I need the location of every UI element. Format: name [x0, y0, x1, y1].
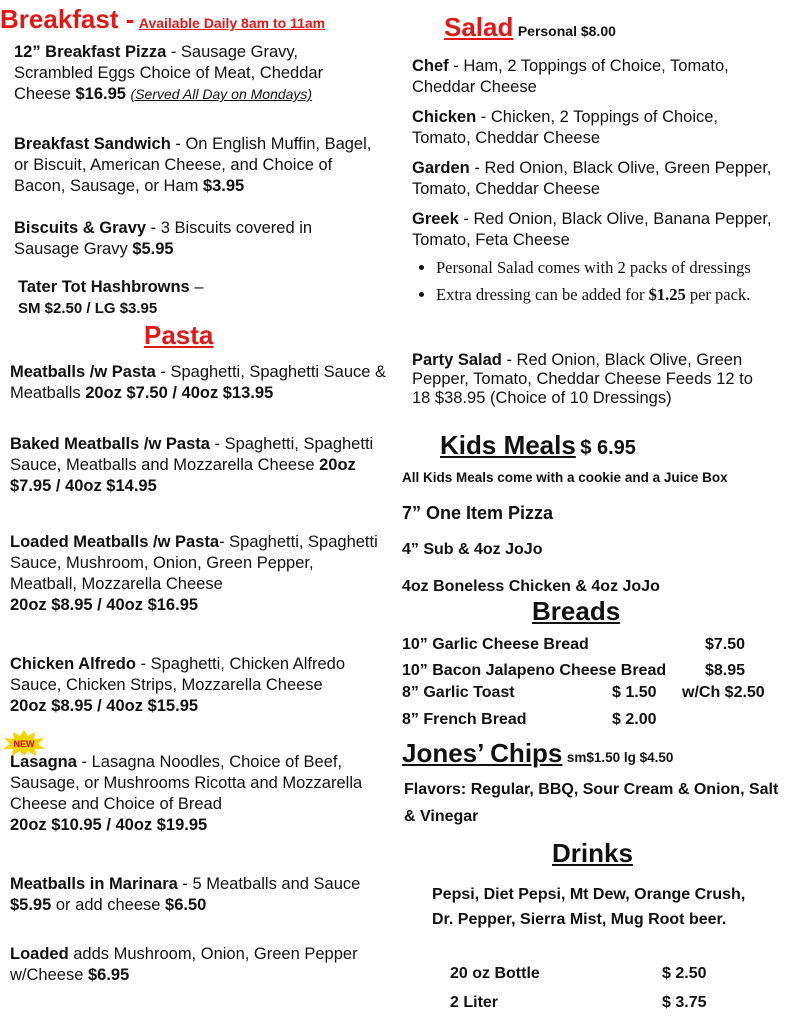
chips-title: Jones’ Chips: [402, 738, 563, 768]
kids-title: Kids Meals: [440, 430, 576, 460]
party-salad-item: [412, 351, 772, 408]
item-note: (Served All Day on Mondays): [130, 86, 313, 102]
bread-row-extra: w/Ch $2.50: [682, 684, 765, 701]
drink-row-name: 20 oz Bottle: [450, 965, 540, 982]
breakfast-hours: Available Daily 8am to 11am: [138, 15, 326, 31]
drink-row-price: $ 3.75: [662, 994, 707, 1011]
item-name: Tater Tot Hashbrowns: [18, 278, 190, 296]
note-tail: per pack.: [685, 285, 751, 304]
item-desc: adds Mushroom, Onion, Green Pepper w/Cheese: [10, 945, 358, 984]
item-name: Garden: [412, 159, 470, 177]
item-name: Loaded: [10, 945, 69, 963]
item-name: Lasagna: [10, 753, 77, 771]
drinks-list: Pepsi, Diet Pepsi, Mt Dew, Orange Crush, Dr. Pepper, Sierra Mist, Mug Root beer.: [432, 886, 746, 928]
item-desc: - Red Onion, Black Olive, Banana Pepper, Tomato, Feta Cheese: [412, 210, 772, 249]
bread-row-price: $8.95: [705, 662, 746, 679]
kids-header: [440, 430, 636, 461]
item-price: SM $2.50 / LG $3.95: [18, 300, 158, 317]
item-price: 20oz $7.50 / 40oz $13.95: [85, 384, 274, 402]
item-desc: - On English Muffin, Bagel, or Biscuit, American Cheese, and Choice of Bacon, Sausage, or Ham: [14, 135, 372, 195]
breakfast-title: Breakfast -: [0, 4, 135, 34]
note-text: Personal Salad comes with 2 packs of dressings: [436, 258, 751, 277]
item-desc: - Red Onion, Black Olive, Green Pepper, Tomato, Cheddar Cheese: [412, 159, 772, 198]
item-name: Chicken: [412, 108, 477, 126]
salad-chef-item: [412, 56, 772, 98]
breads-title: Breads: [532, 596, 621, 626]
note-text: Extra dressing can be added for: [436, 285, 649, 304]
kids-note: All Kids Meals come with a cookie and a Juice Box: [402, 470, 728, 485]
item-name: Meatballs in Marinara: [10, 875, 178, 893]
salad-personal-price: Personal $8.00: [517, 23, 616, 39]
item-desc: - Spaghetti, Chicken Alfredo Sauce, Chicken Strips, Mozzarella Cheese: [10, 655, 346, 694]
bread-row-price: $7.50: [705, 636, 746, 653]
bread-row-name: 10” Bacon Jalapeno Cheese Bread: [402, 662, 667, 679]
kids-item: 4” Sub & 4oz JoJo: [402, 541, 543, 558]
item-name: Greek: [412, 210, 459, 228]
item-name: Breakfast Sandwich: [14, 135, 171, 153]
lasagna-item: [10, 752, 380, 836]
salad-notes: [412, 258, 777, 312]
kids-item: 4oz Boneless Chicken & 4oz JoJo: [402, 578, 660, 595]
item-price: $3.95: [202, 177, 245, 195]
item-desc: - Lasagna Noodles, Choice of Beef, Sausage, or Mushrooms Ricotta and Mozzarella Cheese and Choice of Bread: [10, 753, 363, 813]
item-name: Loaded Meatballs /w Pasta: [10, 533, 220, 551]
drink-row-name: 2 Liter: [450, 994, 499, 1011]
item-price: $5.95: [132, 240, 174, 258]
item-price: 20oz $8.95 / 40oz $16.95: [10, 596, 199, 614]
chicken-alfredo-item: [10, 654, 390, 717]
item-price: $16.95: [75, 85, 126, 103]
breakfast-header: [0, 4, 325, 35]
item-name: Chef: [412, 57, 449, 75]
item-price: $5.95: [10, 896, 52, 914]
salad-title: Salad: [444, 12, 514, 42]
bread-row-name: 8” Garlic Toast: [402, 684, 515, 701]
item-desc: - Sausage Gravy, Scrambled Eggs Choice of Meat, Cheddar Cheese: [14, 43, 324, 103]
salad-greek-item: [412, 209, 772, 251]
bread-row-name: 10” Garlic Cheese Bread: [402, 636, 589, 653]
item-desc: - Spaghetti, Spaghetti Sauce, Mushroom, Onion, Green Pepper, Meatball, Mozzarella Cheese: [10, 533, 378, 593]
item-desc: - Red Onion, Black Olive, Green Pepper, Tomato, Cheddar Cheese Feeds 12 to 18 $38.95 (Choice of 10 Dressings): [412, 351, 753, 407]
item-desc: - Ham, 2 Toppings of Choice, Tomato, Cheddar Cheese: [412, 57, 729, 96]
breakfast-sandwich-item: [14, 134, 374, 197]
tater-tot-item: [18, 277, 318, 319]
baked-meatballs-item: [10, 434, 385, 497]
item-name: 12” Breakfast Pizza: [14, 43, 167, 61]
item-price-2: $6.50: [165, 896, 207, 914]
new-badge-label: NEW: [13, 739, 35, 749]
item-price: 20oz $8.95 / 40oz $15.95: [10, 697, 199, 715]
item-name: Meatballs /w Pasta: [10, 363, 156, 381]
drink-row-price: $ 2.50: [662, 965, 707, 982]
item-name: Biscuits & Gravy: [14, 219, 147, 237]
item-desc: - 5 Meatballs and Sauce: [177, 875, 361, 893]
item-dash: –: [189, 278, 204, 296]
loaded-addon-item: [10, 944, 385, 986]
pasta-title: Pasta: [144, 320, 214, 350]
item-price: $6.95: [87, 966, 130, 984]
salad-header: [444, 12, 616, 43]
note-price: $1.25: [648, 285, 686, 304]
list-item: [436, 258, 777, 277]
item-name: Baked Meatballs /w Pasta: [10, 435, 210, 453]
item-or: or add cheese: [51, 896, 166, 914]
salad-chicken-item: [412, 107, 772, 149]
item-desc: - 3 Biscuits covered in Sausage Gravy: [14, 219, 313, 258]
biscuits-gravy-item: [14, 218, 374, 260]
breakfast-pizza-item: [14, 42, 374, 105]
item-desc: - Spaghetti, Spaghetti Sauce & Meatballs: [10, 363, 387, 402]
drinks-title: Drinks: [552, 838, 633, 868]
kids-price: $ 6.95: [580, 437, 636, 459]
item-desc: - Spaghetti, Spaghetti Sauce, Meatballs and Mozzarella Cheese: [10, 435, 374, 474]
kids-item: 7” One Item Pizza: [402, 503, 554, 523]
item-price: 20oz $7.95 / 40oz $14.95: [10, 456, 356, 495]
item-name: Chicken Alfredo: [10, 655, 136, 673]
bread-row-name: 8” French Bread: [402, 711, 527, 728]
salad-garden-item: [412, 158, 772, 200]
bread-row-price: $ 1.50: [612, 684, 657, 701]
chips-price: sm$1.50 lg $4.50: [566, 750, 674, 765]
chips-flavors: Flavors: Regular, BBQ, Sour Cream & Onion, Salt & Vinegar: [404, 781, 779, 825]
meatballs-marinara-item: [10, 874, 380, 916]
list-item: [436, 285, 777, 304]
item-name: Party Salad: [412, 351, 502, 369]
item-price: 20oz $10.95 / 40oz $19.95: [10, 816, 208, 834]
item-desc: - Chicken, 2 Toppings of Choice, Tomato, Cheddar Cheese: [412, 108, 719, 147]
loaded-meatballs-item: [10, 532, 385, 616]
bread-row-price: $ 2.00: [612, 711, 657, 728]
meatballs-pasta-item: [10, 362, 390, 404]
chips-header: [402, 738, 673, 769]
